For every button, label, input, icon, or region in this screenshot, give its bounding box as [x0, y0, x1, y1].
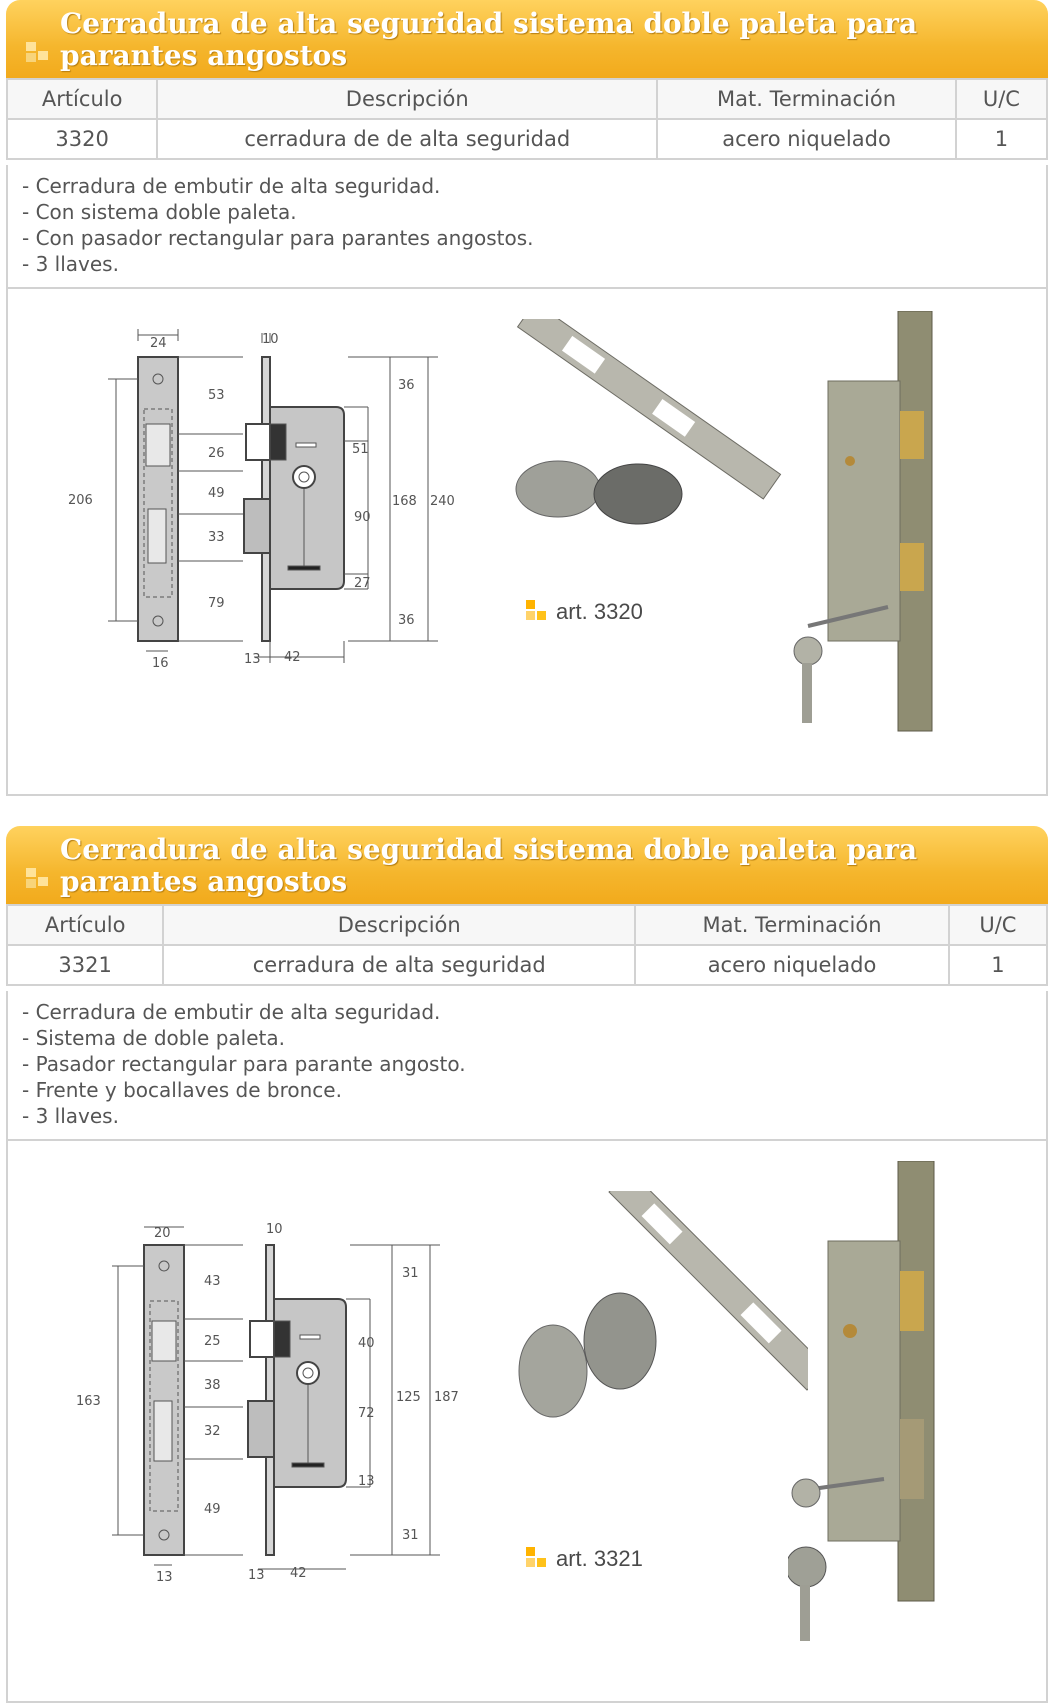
- bullet-icon: [526, 600, 550, 622]
- cell-mat-terminacion: acero niquelado: [658, 120, 955, 158]
- dim-middle: 90: [354, 510, 371, 525]
- list-item: - Pasador rectangular para parante angosto.: [22, 1052, 466, 1076]
- dim-segment: 43: [204, 1274, 221, 1289]
- dim-side-top: 10: [262, 332, 279, 347]
- table-row: [8, 946, 1046, 984]
- art-label-3320: [526, 599, 643, 625]
- dim-foot-left: 13: [248, 1568, 265, 1583]
- header-articulo: Artículo: [8, 80, 156, 118]
- dim-upper: 40: [358, 1336, 375, 1351]
- header-descripcion: Descripción: [158, 80, 656, 118]
- spec-table-header-row: [8, 80, 1046, 118]
- lock-body-image: [788, 1161, 968, 1661]
- dim-bottom-margin: 36: [398, 613, 415, 628]
- product-title: Cerradura de alta seguridad sistema doble paleta para parantes angostos: [60, 833, 918, 898]
- dim-segment: 26: [208, 446, 225, 461]
- feature-list: [6, 991, 1048, 1141]
- dim-front-bottom: 13: [156, 1570, 173, 1585]
- dim-segment: 49: [208, 486, 225, 501]
- header-descripcion: Descripción: [164, 906, 634, 944]
- product-card-3321: [6, 826, 1048, 1585]
- art-number: art. 3320: [556, 599, 643, 624]
- dim-lower: 13: [358, 1474, 375, 1489]
- dim-segment: 33: [208, 530, 225, 545]
- dim-total: 163: [76, 1394, 101, 1409]
- dim-foot-right: 42: [290, 1566, 307, 1581]
- cell-descripcion: cerradura de alta seguridad: [164, 946, 634, 984]
- cell-mat-terminacion: acero niquelado: [636, 946, 948, 984]
- dim-segment: 32: [204, 1424, 221, 1439]
- cell-articulo: 3321: [8, 946, 162, 984]
- dim-total: 206: [68, 493, 93, 508]
- dim-top-margin: 31: [402, 1266, 419, 1281]
- header-mat-terminacion: Mat. Terminación: [636, 906, 948, 944]
- list-item: - 3 llaves.: [22, 1104, 119, 1128]
- dim-middle: 72: [358, 1406, 375, 1421]
- dim-segment: 53: [208, 388, 225, 403]
- dim-foot-right: 42: [284, 650, 301, 665]
- bullet-icon: [526, 1547, 550, 1569]
- table-row: [8, 120, 1046, 158]
- spec-table-header-row: [8, 906, 1046, 944]
- list-item: - Con sistema doble paleta.: [22, 200, 297, 224]
- strike-plate-image: [488, 319, 818, 539]
- list-item: - Cerradura de embutir de alta seguridad.: [22, 1000, 441, 1024]
- list-item: - Cerradura de embutir de alta seguridad.: [22, 174, 441, 198]
- strike-plate-image: [508, 1191, 808, 1451]
- cell-uc: 1: [957, 120, 1046, 158]
- product-header: [6, 0, 1048, 80]
- lock-body-image: [788, 311, 958, 751]
- dim-segment: 79: [208, 596, 225, 611]
- dim-front-bottom: 16: [152, 656, 169, 671]
- dim-bottom-margin: 31: [402, 1528, 419, 1543]
- dim-front-width: 20: [154, 1226, 171, 1241]
- list-item: - Sistema de doble paleta.: [22, 1026, 285, 1050]
- dim-overall: 240: [430, 494, 455, 509]
- dim-foot-left: 13: [244, 652, 261, 667]
- product-header: [6, 826, 1048, 906]
- art-number: art. 3321: [556, 1546, 643, 1571]
- dim-front-width: 24: [150, 336, 167, 351]
- feature-list: [6, 165, 1048, 289]
- dim-case-height: 168: [392, 494, 417, 509]
- technical-drawing: [68, 329, 528, 789]
- list-item: - Frente y bocallaves de bronce.: [22, 1078, 342, 1102]
- technical-drawing: [68, 1221, 528, 1701]
- dim-case-height: 125: [396, 1390, 421, 1405]
- dim-lower: 27: [354, 576, 371, 591]
- dim-side-top: 10: [266, 1222, 283, 1237]
- dim-segment: 25: [204, 1334, 221, 1349]
- product-card-3320: [6, 0, 1048, 671]
- dim-upper: 51: [352, 442, 369, 457]
- header-articulo: Artículo: [8, 906, 162, 944]
- list-item: - 3 llaves.: [22, 252, 119, 276]
- bullet-icon: [26, 42, 48, 62]
- bullet-icon: [26, 868, 48, 888]
- product-image-panel: [6, 1141, 1048, 1703]
- spec-table: [6, 904, 1048, 986]
- list-item: - Con pasador rectangular para parantes angostos.: [22, 226, 534, 250]
- header-mat-terminacion: Mat. Terminación: [658, 80, 955, 118]
- dim-top-margin: 36: [398, 378, 415, 393]
- dim-overall: 187: [434, 1390, 459, 1405]
- dim-segment: 38: [204, 1378, 221, 1393]
- product-title: Cerradura de alta seguridad sistema doble paleta para parantes angostos: [60, 7, 918, 72]
- header-uc: U/C: [950, 906, 1046, 944]
- dim-segment: 49: [204, 1502, 221, 1517]
- cell-uc: 1: [950, 946, 1046, 984]
- header-uc: U/C: [957, 80, 1046, 118]
- spec-table: [6, 78, 1048, 160]
- art-label-3321: [526, 1546, 643, 1572]
- cell-articulo: 3320: [8, 120, 156, 158]
- product-image-panel: [6, 289, 1048, 796]
- cell-descripcion: cerradura de de alta seguridad: [158, 120, 656, 158]
